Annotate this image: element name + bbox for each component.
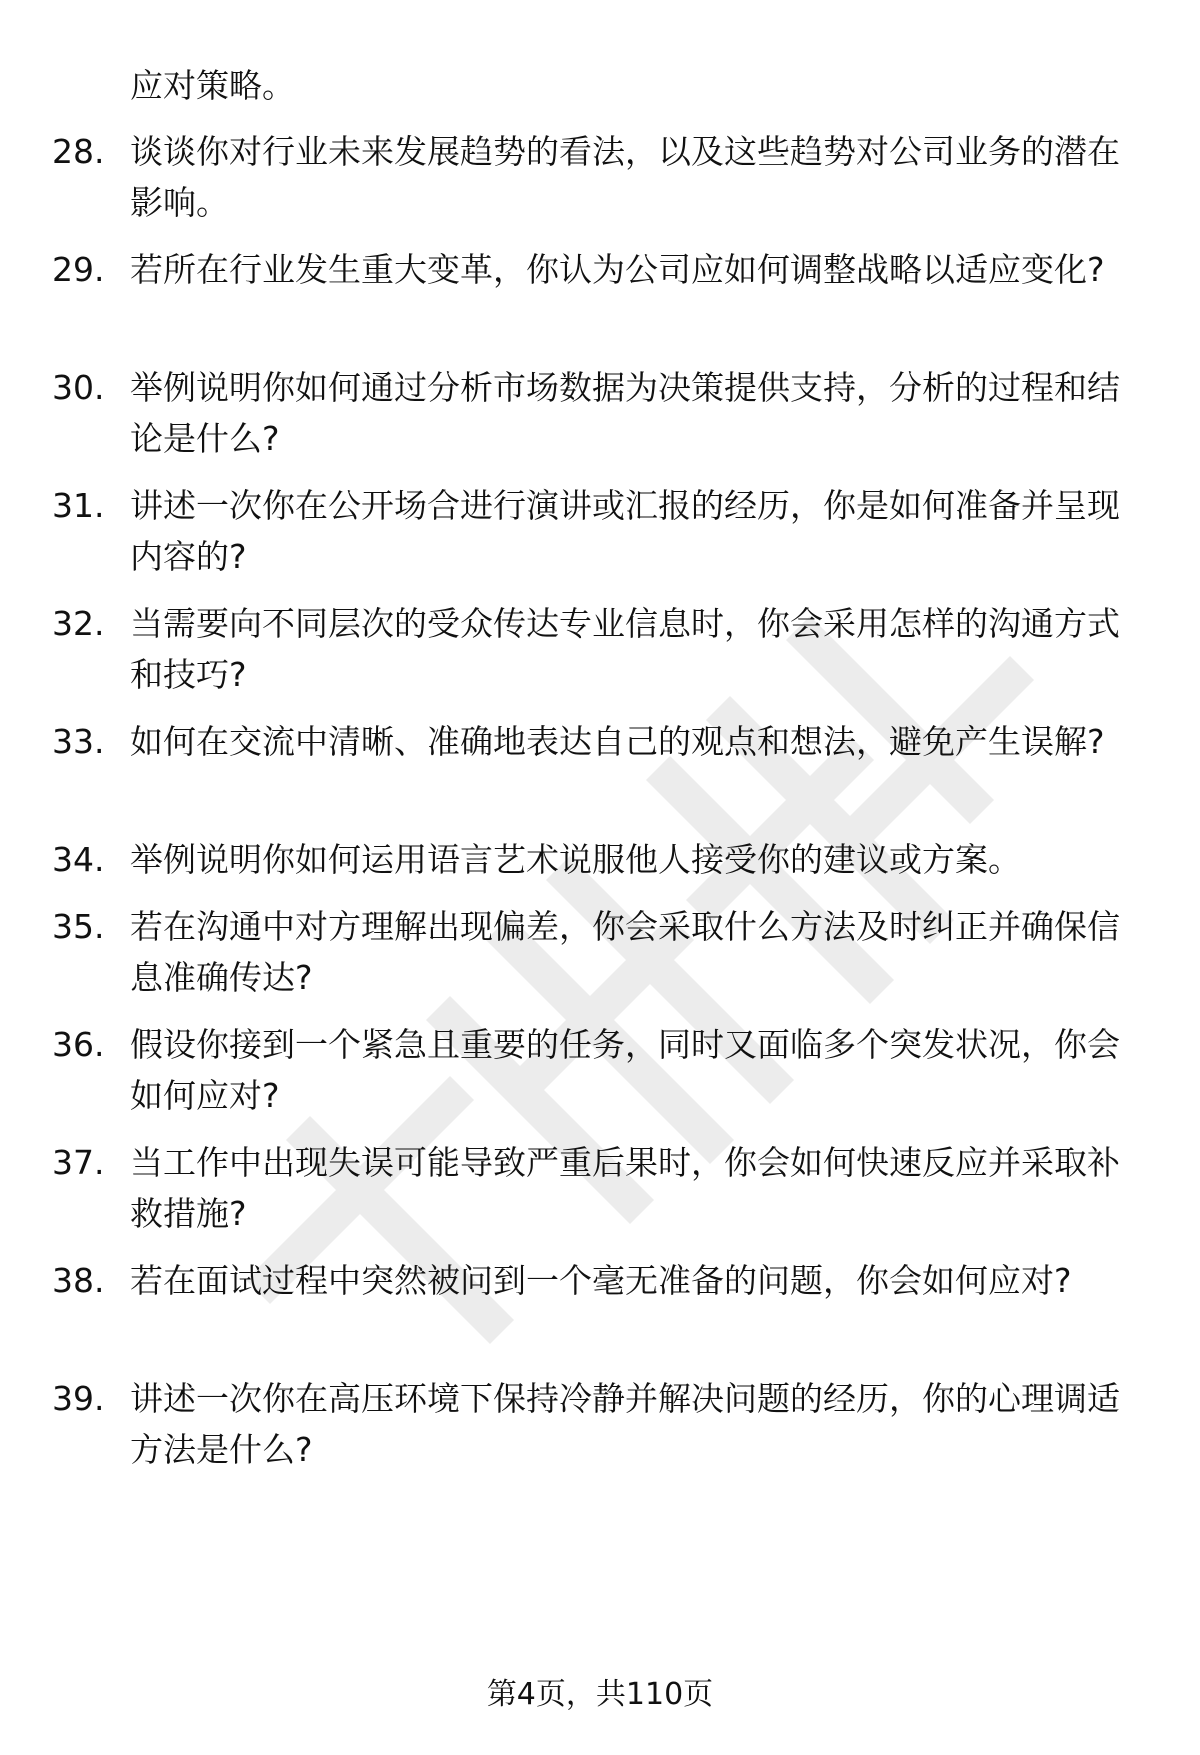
question-text: 讲述一次你在高压环境下保持冷静并解决问题的经历，你的心理调适方法是什么?	[130, 1379, 1120, 1469]
question-text: 举例说明你如何运用语言艺术说服他人接受你的建议或方案。	[130, 840, 1021, 879]
question-number: 31.	[52, 486, 105, 525]
question-number: 37.	[52, 1143, 105, 1182]
question-text: 谈谈你对行业未来发展趋势的看法，以及这些趋势对公司业务的潜在影响。	[130, 132, 1120, 222]
question-number: 35.	[52, 907, 105, 946]
question-text: 若所在行业发生重大变革，你认为公司应如何调整战略以适应变化?	[130, 250, 1105, 289]
list-item	[0, 1137, 1200, 1239]
continued-text: 应对策略。	[130, 66, 295, 105]
question-text: 假设你接到一个紧急且重要的任务，同时又面临多个突发状况，你会如何应对?	[130, 1025, 1120, 1115]
question-number: 33.	[52, 722, 105, 761]
question-text: 若在沟通中对方理解出现偏差，你会采取什么方法及时纠正并确保信息准确传达?	[130, 907, 1120, 997]
list-item	[0, 480, 1200, 582]
list-item	[0, 362, 1200, 464]
list-item	[0, 598, 1200, 700]
question-number: 29.	[52, 250, 105, 289]
question-number: 30.	[52, 368, 105, 407]
list-item	[0, 901, 1200, 1003]
question-number: 36.	[52, 1025, 105, 1064]
question-text: 当需要向不同层次的受众传达专业信息时，你会采用怎样的沟通方式和技巧?	[130, 604, 1120, 694]
question-text: 当工作中出现失误可能导致严重后果时，你会如何快速反应并采取补救措施?	[130, 1143, 1120, 1233]
question-number: 34.	[52, 840, 105, 879]
question-text: 讲述一次你在公开场合进行演讲或汇报的经历，你是如何准备并呈现内容的?	[130, 486, 1120, 576]
list-item	[0, 1255, 1200, 1357]
question-number: 38.	[52, 1261, 105, 1300]
question-number: 28.	[52, 132, 105, 171]
question-text: 如何在交流中清晰、准确地表达自己的观点和想法，避免产生误解?	[130, 722, 1105, 761]
list-item	[0, 126, 1200, 228]
question-number: 32.	[52, 604, 105, 643]
page-number: 第4页，共110页	[486, 1677, 714, 1712]
list-item	[0, 1019, 1200, 1121]
list-item	[0, 716, 1200, 818]
question-text: 若在面试过程中突然被问到一个毫无准备的问题，你会如何应对?	[130, 1261, 1072, 1300]
question-number: 39.	[52, 1379, 105, 1418]
list-item	[0, 1373, 1200, 1475]
list-item	[0, 244, 1200, 346]
question-text: 举例说明你如何通过分析市场数据为决策提供支持，分析的过程和结论是什么?	[130, 368, 1120, 458]
